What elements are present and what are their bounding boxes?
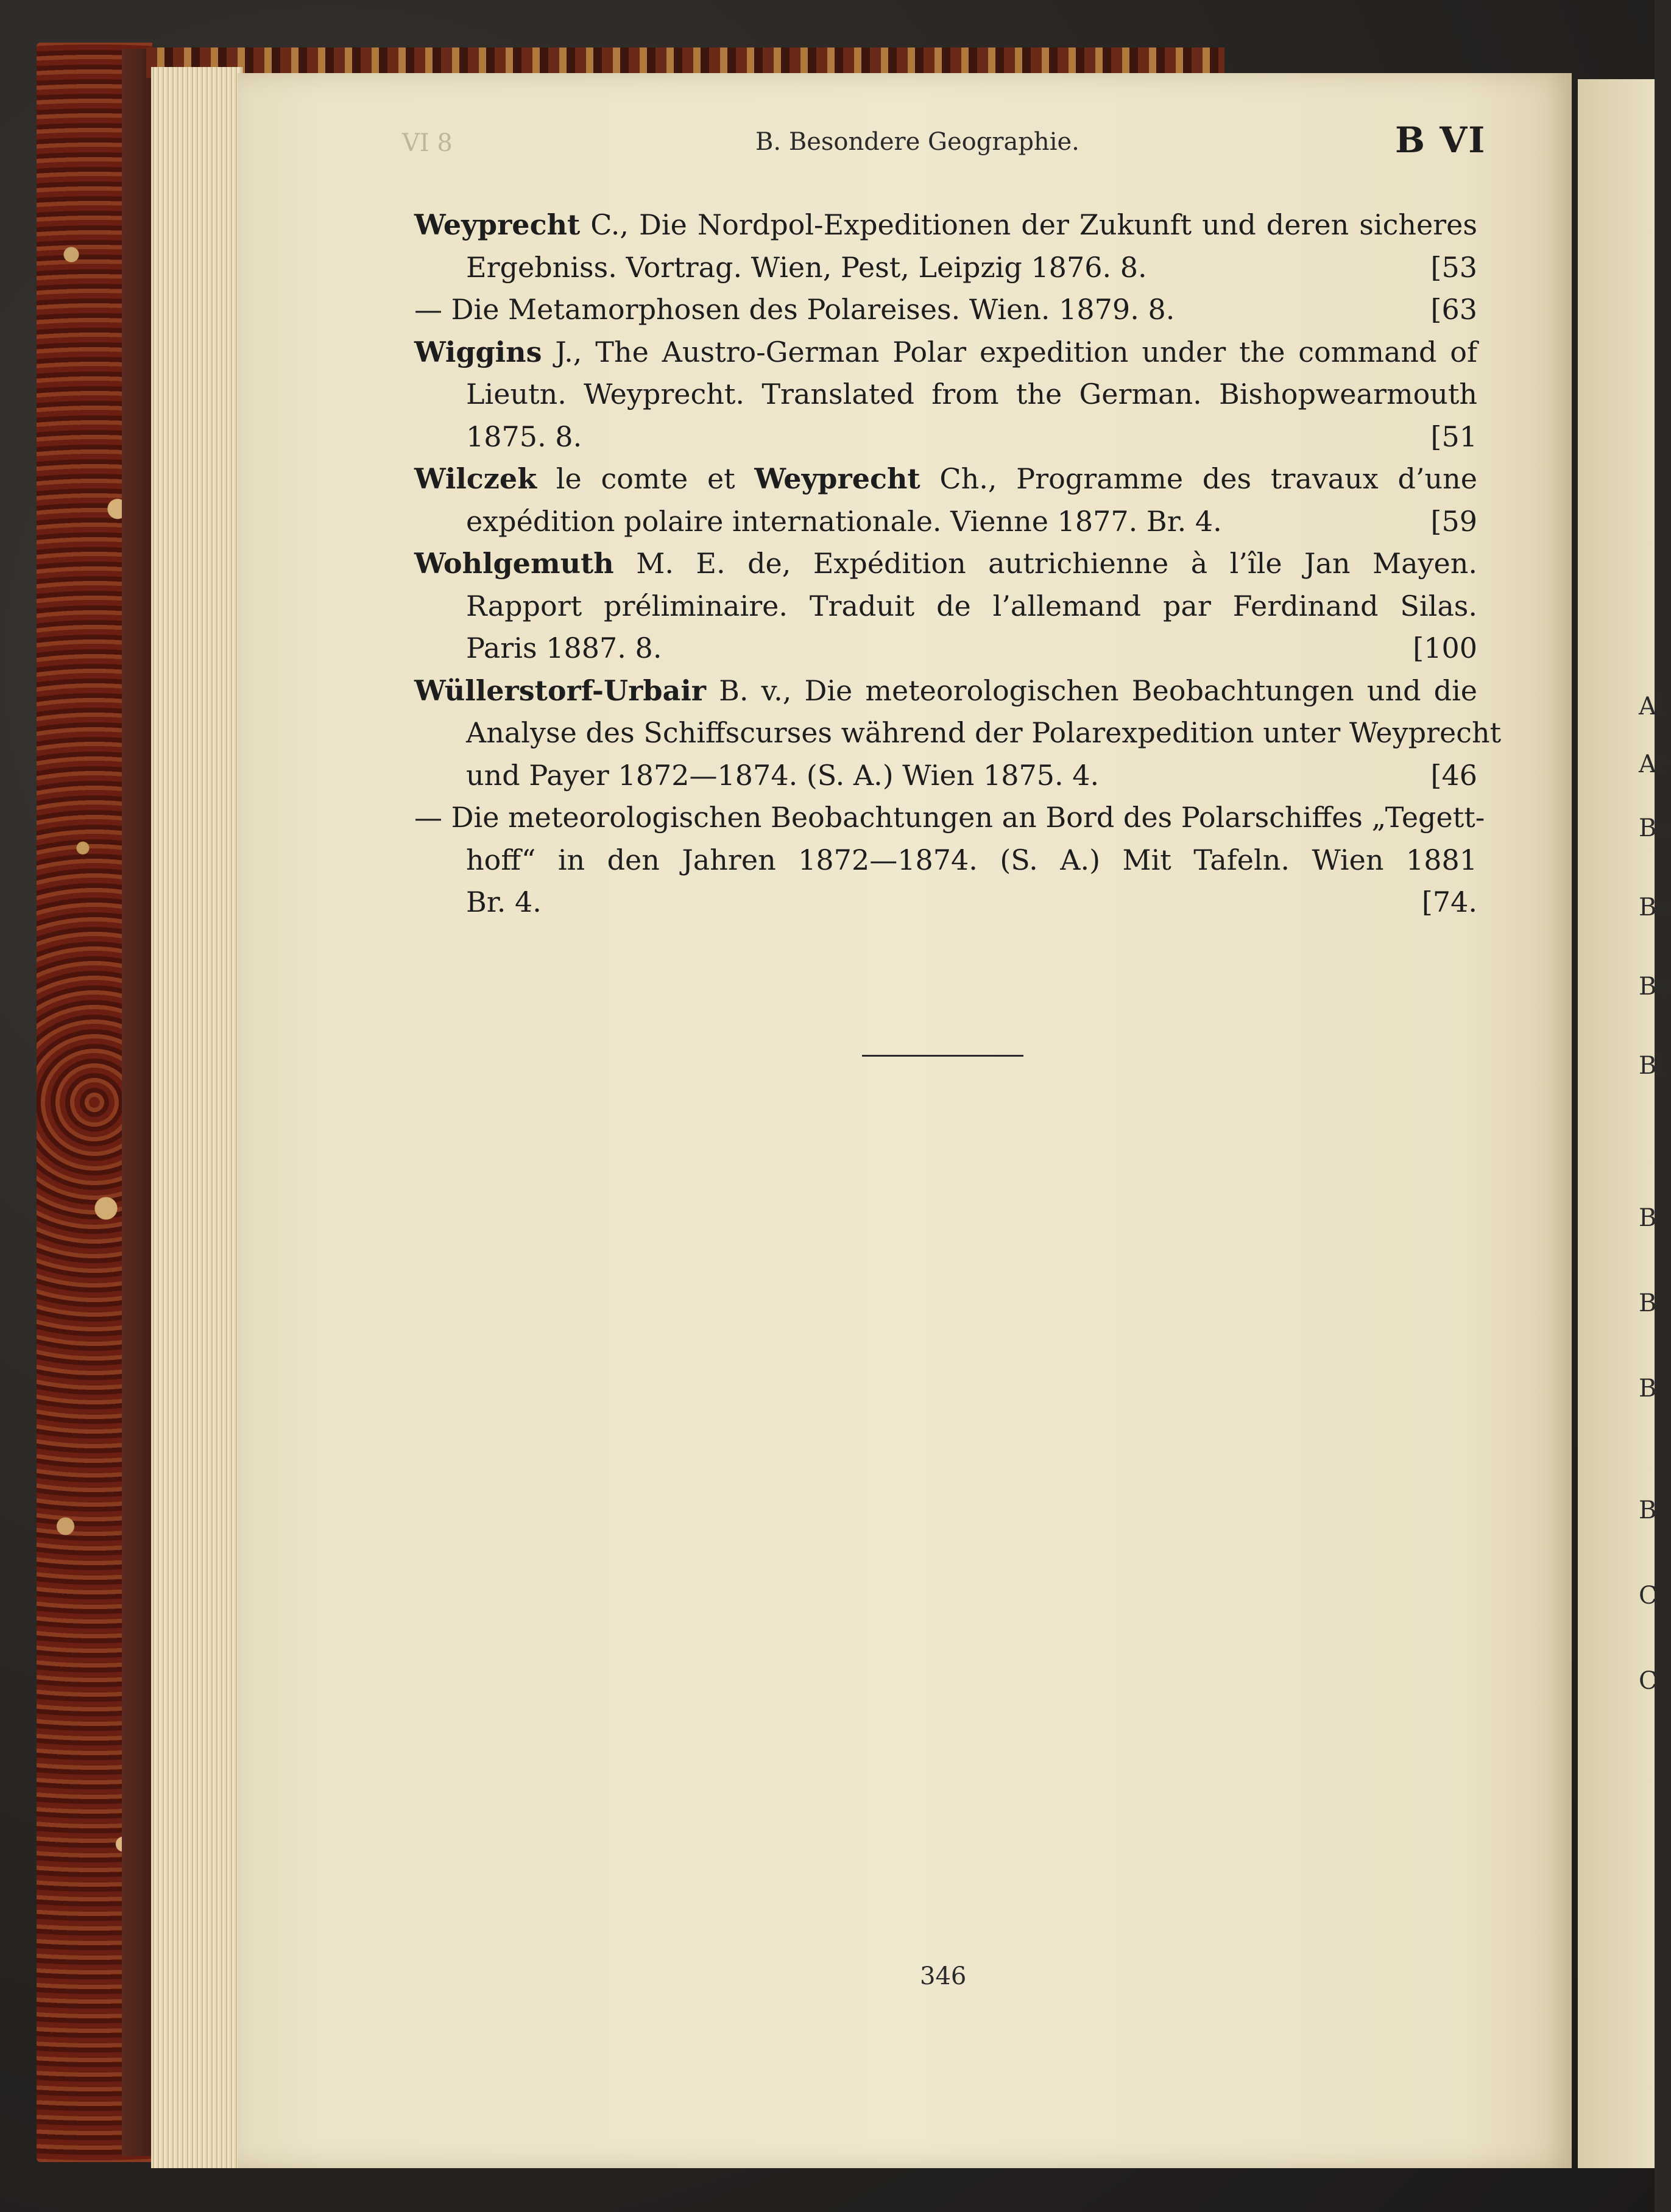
entry-line: [466, 247, 1477, 289]
section-label: B VI: [1395, 119, 1486, 161]
facing-page-letter: B: [1639, 1204, 1657, 1232]
entry-text: Br. 4.: [466, 886, 542, 918]
entry-text: C., Die Nordpol-Expeditionen der Zukunft und deren sicheres: [580, 208, 1477, 241]
bibliography-entry: [414, 543, 1477, 670]
entry-text: B. v., Die meteorologischen Beobachtungen und die: [706, 674, 1477, 707]
bibliography-entry: [414, 331, 1477, 459]
entry-line: [414, 670, 1477, 713]
entry-text: le comte et: [537, 462, 755, 495]
page-stack-edge: [151, 67, 242, 2168]
entry-text: J., The Austro-German Polar expedition under the command of: [542, 335, 1477, 368]
author-name: Wohlgemuth: [414, 547, 614, 580]
entry-text: Ergebniss. Vortrag. Wien, Pest, Leipzig 1876. 8.: [466, 250, 1147, 284]
reference-number: [51: [1430, 420, 1477, 453]
entry-text: Rapport préliminaire. Traduit de l’allemand par Ferdinand Silas.: [466, 589, 1477, 622]
entry-line: [466, 881, 1477, 924]
entry-text: — Die Metamorphosen des Polareises. Wien. 1879. 8.: [414, 293, 1175, 326]
author-name: Wilczek: [414, 462, 537, 495]
entry-text: Lieutn. Weyprecht. Translated from the German. Bishopwearmouth: [466, 378, 1477, 410]
entry-text: und Payer 1872—1874. (S. A.) Wien 1875. 4.: [466, 758, 1100, 792]
author-name: Weyprecht: [414, 208, 581, 241]
entry-line: [466, 839, 1477, 882]
entry-line: [414, 543, 1477, 585]
entry-line: [466, 627, 1477, 670]
facing-page-letter: Be: [1639, 893, 1671, 921]
entry-text: expédition polaire internationale. Vienne 1877. Br. 4.: [466, 504, 1222, 538]
facing-page-letter: B: [1639, 1496, 1657, 1524]
facing-page-letters: [1639, 692, 1671, 1973]
entry-line: [414, 289, 1477, 331]
reference-number: [100: [1413, 632, 1477, 664]
page-number: 346: [920, 1962, 967, 1990]
author-name: Wiggins: [414, 335, 542, 368]
bibliography-entry: [414, 204, 1477, 289]
facing-page-letter: Bi: [1639, 1052, 1665, 1080]
facing-page-letter: B: [1639, 1289, 1657, 1317]
entry-line: [414, 797, 1485, 839]
entry-line: [466, 712, 1502, 755]
entry-text: M. E. de, Expédition autrichienne à l’île Jan Mayen.: [613, 547, 1477, 580]
closing-rule: [862, 1055, 1023, 1057]
bibliography-entry: [414, 289, 1477, 331]
entry-line: [466, 373, 1477, 416]
entry-line: [466, 585, 1477, 628]
reference-number: [59: [1430, 504, 1477, 538]
entry-line: [414, 458, 1477, 501]
reference-number: [46: [1430, 758, 1477, 792]
facing-page-letter: Ba: [1639, 814, 1671, 842]
facing-page-letter: C: [1639, 1667, 1658, 1695]
bibliography-entry: [414, 797, 1485, 924]
bibliography-entry: [414, 458, 1477, 543]
bibliography-entries: [414, 204, 1502, 924]
author-name: Wüllerstorf-Urbair: [414, 674, 707, 707]
facing-page-letter: Al: [1639, 692, 1664, 720]
author-name: Weyprecht: [754, 462, 920, 495]
reference-number: [63: [1430, 293, 1477, 326]
entry-line: [466, 501, 1477, 543]
entry-text: Paris 1887. 8.: [466, 632, 662, 664]
running-head-showthrough: VI 8: [402, 129, 453, 157]
entry-text: Analyse des Schiffscurses während der Polarexpedition unter Weyprecht: [466, 716, 1502, 749]
entry-line: [466, 416, 1477, 459]
entry-line: [414, 331, 1477, 374]
entry-line: [414, 204, 1477, 247]
facing-page-letter: Be: [1639, 973, 1671, 1001]
entry-line: [466, 755, 1477, 797]
reference-number: [53: [1430, 250, 1477, 284]
facing-page-letter: Ar: [1639, 750, 1669, 778]
entry-text: hoff“ in den Jahren 1872—1874. (S. A.) Mit Tafeln. Wien 1881: [466, 843, 1477, 876]
bibliography-entry: [414, 670, 1502, 797]
reference-number: [74.: [1421, 886, 1477, 918]
facing-page-letter: B: [1639, 1375, 1657, 1403]
entry-text: — Die meteorologischen Beobachtungen an Bord des Polarschiffes „Tegett-: [414, 801, 1485, 834]
entry-text: Ch., Programme des travaux d’une: [920, 462, 1477, 495]
running-head: B. Besondere Geographie.: [755, 128, 1079, 156]
facing-page-letter: C: [1639, 1582, 1658, 1610]
entry-text: 1875. 8.: [466, 420, 582, 453]
